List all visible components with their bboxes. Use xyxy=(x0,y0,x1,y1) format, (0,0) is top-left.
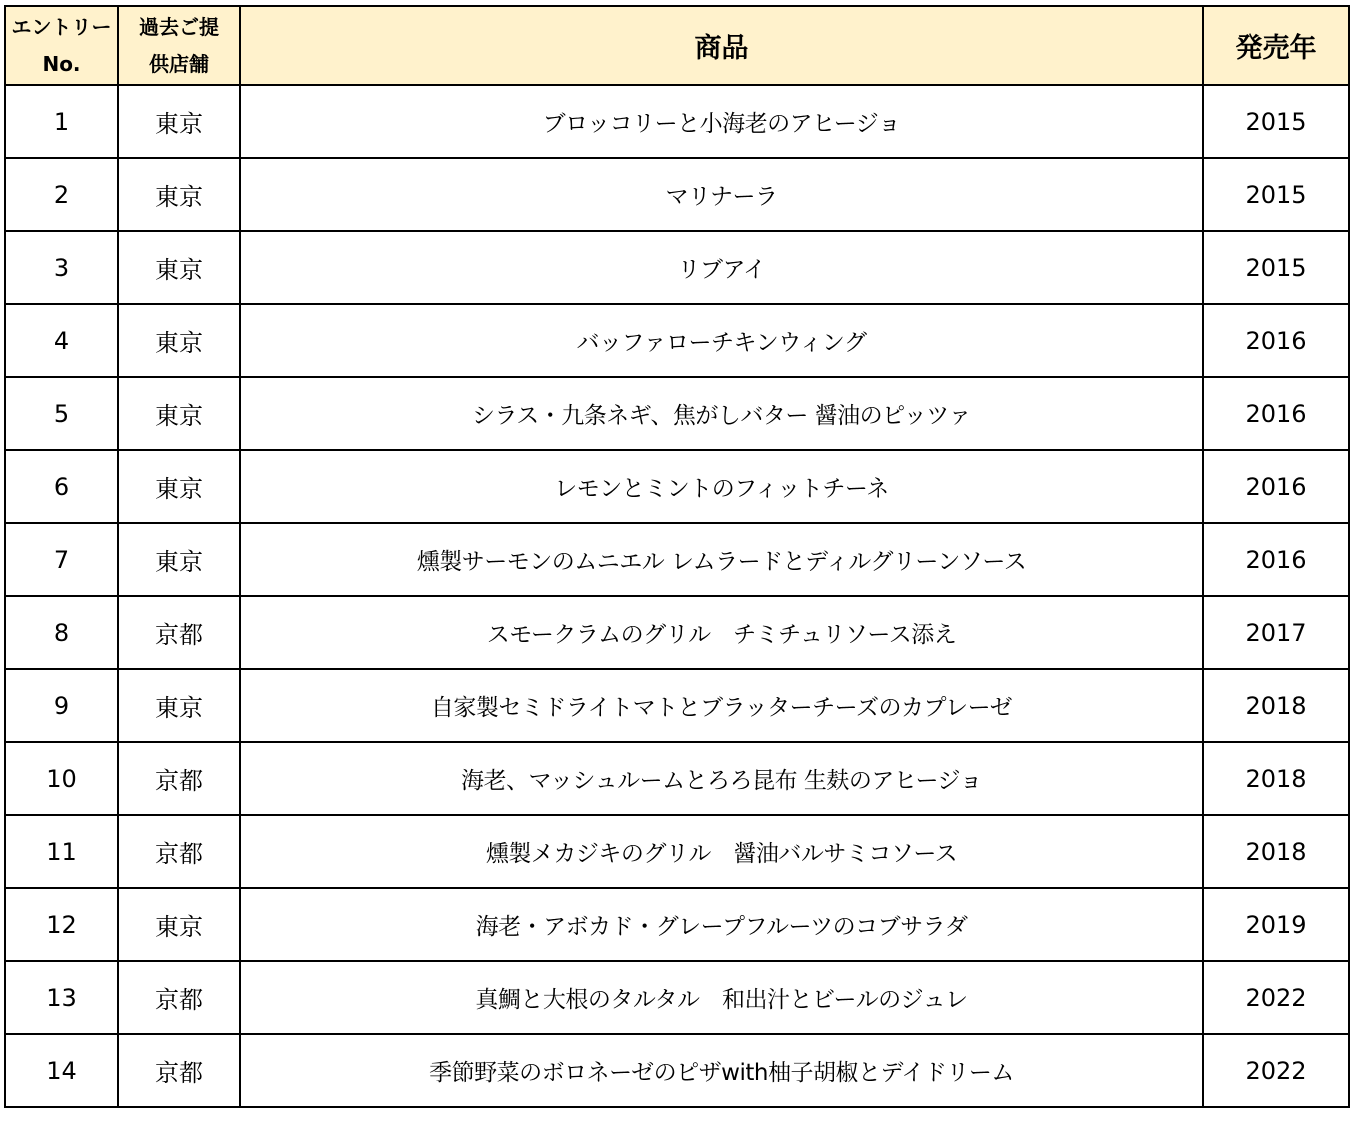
year-cell: 2022 xyxy=(1203,961,1349,1034)
store-cell: 京都 xyxy=(118,1034,240,1107)
year-cell: 2016 xyxy=(1203,377,1349,450)
year-cell: 2015 xyxy=(1203,231,1349,304)
entry-no-cell: 12 xyxy=(5,888,118,961)
product-cell: 燻製メカジキのグリル 醤油バルサミコソース xyxy=(240,815,1203,888)
header-year: 発売年 xyxy=(1203,6,1349,85)
header-store xyxy=(118,6,240,85)
product-cell: ブロッコリーと小海老のアヒージョ xyxy=(240,85,1203,158)
product-cell: 季節野菜のボロネーゼのピザwith柚子胡椒とデイドリーム xyxy=(240,1034,1203,1107)
header-product: 商品 xyxy=(240,6,1203,85)
table-row xyxy=(5,158,1349,231)
year-cell: 2022 xyxy=(1203,1034,1349,1107)
product-cell: マリナーラ xyxy=(240,158,1203,231)
year-cell: 2015 xyxy=(1203,85,1349,158)
year-cell: 2018 xyxy=(1203,815,1349,888)
product-cell: 真鯛と大根のタルタル 和出汁とビールのジュレ xyxy=(240,961,1203,1034)
header-row xyxy=(5,6,1349,85)
entry-no-cell: 5 xyxy=(5,377,118,450)
table-row xyxy=(5,377,1349,450)
table-row xyxy=(5,669,1349,742)
table-row xyxy=(5,304,1349,377)
entry-no-cell: 9 xyxy=(5,669,118,742)
table-row xyxy=(5,231,1349,304)
product-cell: 海老、マッシュルームとろろ昆布 生麸のアヒージョ xyxy=(240,742,1203,815)
store-cell: 東京 xyxy=(118,85,240,158)
year-cell: 2016 xyxy=(1203,523,1349,596)
year-cell: 2017 xyxy=(1203,596,1349,669)
year-cell: 2016 xyxy=(1203,450,1349,523)
store-cell: 京都 xyxy=(118,961,240,1034)
year-cell: 2019 xyxy=(1203,888,1349,961)
store-cell: 東京 xyxy=(118,450,240,523)
product-cell: シラス・九条ネギ、焦がしバター 醤油のピッツァ xyxy=(240,377,1203,450)
store-cell: 東京 xyxy=(118,231,240,304)
table-body xyxy=(5,85,1349,1107)
entry-no-cell: 3 xyxy=(5,231,118,304)
product-cell: 自家製セミドライトマトとブラッターチーズのカプレーゼ xyxy=(240,669,1203,742)
entry-no-cell: 10 xyxy=(5,742,118,815)
store-cell: 東京 xyxy=(118,523,240,596)
entry-no-cell: 14 xyxy=(5,1034,118,1107)
menu-table xyxy=(4,5,1350,1108)
entry-no-cell: 13 xyxy=(5,961,118,1034)
header-entry-no-line-1: エントリー xyxy=(11,14,112,39)
header-store-line-1: 過去ご提 xyxy=(139,14,219,39)
store-cell: 東京 xyxy=(118,888,240,961)
header-entry-no-line-2: No. xyxy=(42,51,81,76)
year-cell: 2018 xyxy=(1203,669,1349,742)
entry-no-cell: 11 xyxy=(5,815,118,888)
product-cell: レモンとミントのフィットチーネ xyxy=(240,450,1203,523)
entry-no-cell: 4 xyxy=(5,304,118,377)
table-row xyxy=(5,888,1349,961)
year-cell: 2016 xyxy=(1203,304,1349,377)
table-row xyxy=(5,523,1349,596)
header-entry-no xyxy=(5,6,118,85)
store-cell: 東京 xyxy=(118,669,240,742)
table-row xyxy=(5,596,1349,669)
table-row xyxy=(5,961,1349,1034)
table-row xyxy=(5,85,1349,158)
entry-no-cell: 7 xyxy=(5,523,118,596)
store-cell: 東京 xyxy=(118,158,240,231)
store-cell: 京都 xyxy=(118,596,240,669)
product-cell: バッファローチキンウィング xyxy=(240,304,1203,377)
table-row xyxy=(5,450,1349,523)
store-cell: 東京 xyxy=(118,377,240,450)
product-cell: スモークラムのグリル チミチュリソース添え xyxy=(240,596,1203,669)
store-cell: 東京 xyxy=(118,304,240,377)
entry-no-cell: 1 xyxy=(5,85,118,158)
product-cell: 海老・アボカド・グレープフルーツのコブサラダ xyxy=(240,888,1203,961)
product-cell: 燻製サーモンのムニエル レムラードとディルグリーンソース xyxy=(240,523,1203,596)
table-row xyxy=(5,742,1349,815)
year-cell: 2015 xyxy=(1203,158,1349,231)
entry-no-cell: 2 xyxy=(5,158,118,231)
table-row xyxy=(5,1034,1349,1107)
store-cell: 京都 xyxy=(118,742,240,815)
year-cell: 2018 xyxy=(1203,742,1349,815)
header-store-line-2: 供店舗 xyxy=(149,51,209,76)
store-cell: 京都 xyxy=(118,815,240,888)
table-header xyxy=(5,6,1349,85)
product-cell: リブアイ xyxy=(240,231,1203,304)
entry-no-cell: 8 xyxy=(5,596,118,669)
table-row xyxy=(5,815,1349,888)
entry-no-cell: 6 xyxy=(5,450,118,523)
